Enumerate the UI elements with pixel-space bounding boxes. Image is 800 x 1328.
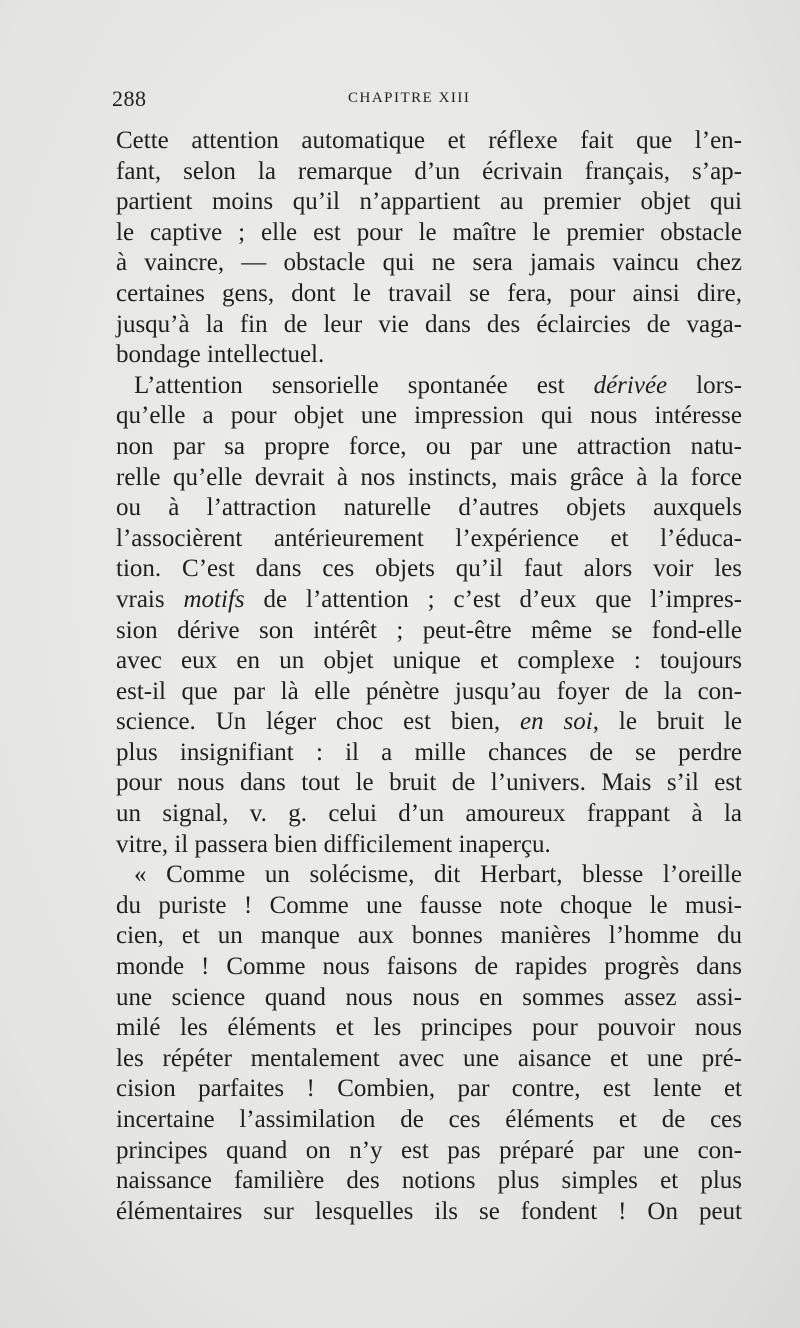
italic-text: en soi <box>520 708 593 736</box>
text-line: ou à l’attraction naturelle d’autres objets auxquels <box>116 494 742 522</box>
text-line: monde ! Comme nous faisons de rapides progrès dans <box>116 953 742 981</box>
text-line: relle qu’elle devrait à nos instincts, mais grâce à la force <box>116 463 742 491</box>
text-line: Cette attention automatique et réflexe fait que l’en- <box>116 127 742 154</box>
text-line: milé les éléments et les principes pour pouvoir nous <box>116 1014 742 1042</box>
text-segment: lors- <box>667 371 743 399</box>
page-header <box>112 86 744 114</box>
text-line: cision parfaites ! Combien, par contre, est lente et <box>116 1075 742 1103</box>
text-line: sion dérive son intérêt ; peut-être même se fond-elle <box>116 616 742 644</box>
text-line: certaines gens, dont le travail se fera, pour ainsi dire, <box>116 279 742 307</box>
text-line: cien, et un manque aux bonnes manières l’homme du <box>116 922 742 950</box>
text-segment: science. Un léger choc est bien, <box>116 708 521 736</box>
text-line: plus insignifiant : il a mille chances de se perdre <box>116 738 742 766</box>
paragraph <box>116 126 742 371</box>
text-line: à vaincre, — obstacle qui ne sera jamais vaincu chez <box>116 249 742 277</box>
italic-text: motifs <box>183 585 245 613</box>
paragraph <box>116 860 742 1227</box>
paragraph <box>116 371 742 861</box>
text-line: non par sa propre force, ou par une attraction natu- <box>116 432 742 460</box>
text-line: partient moins qu’il n’appartient au premier objet qui <box>116 188 742 216</box>
text-line: avec eux en un objet unique et complexe : toujours <box>116 647 742 675</box>
text-line <box>116 585 742 616</box>
text-line: est-il que par là elle pénètre jusqu’au foyer de la con- <box>116 677 742 705</box>
text-line: fant, selon la remarque d’un écrivain français, s’ap- <box>116 157 742 185</box>
text-line: un signal, v. g. celui d’un amoureux frappant à la <box>116 800 742 828</box>
text-line: élémentaires sur lesquelles ils se fondent ! On peut <box>116 1197 742 1225</box>
text-line <box>116 371 742 402</box>
text-line: principes quand on n’y est pas préparé par une con- <box>116 1136 742 1164</box>
text-line: pour nous dans tout le bruit de l’univers. Mais s’il est <box>116 769 742 797</box>
text-line: du puriste ! Comme une fausse note choque le musi- <box>116 891 742 919</box>
text-segment: , le bruit le <box>592 708 742 736</box>
body-text <box>116 126 742 1227</box>
text-line: « Comme un solécisme, dit Herbart, blesse l’oreille <box>134 861 742 889</box>
running-head: CHAPITRE XIII <box>348 90 471 106</box>
text-line: l’associèrent antérieurement l’expérience et l’éduca- <box>116 524 742 552</box>
text-line: tion. C’est dans ces objets qu’il faut alors voir les <box>116 555 742 583</box>
text-line: incertaine l’assimilation de ces éléments et de ces <box>116 1106 742 1133</box>
italic-text: dérivée <box>593 371 668 399</box>
text-line: naissance familière des notions plus simples et plus <box>116 1167 742 1195</box>
text-segment: de l’attention ; c’est d’eux que l’impres- <box>244 585 742 613</box>
text-segment: L’attention sensorielle spontanée est <box>134 371 594 399</box>
text-line <box>116 707 742 738</box>
text-segment: vrais <box>116 585 184 613</box>
text-line: le captive ; elle est pour le maître le premier obstacle <box>116 218 742 246</box>
page-number: 288 <box>112 86 147 111</box>
text-line: une science quand nous nous en sommes assez assi- <box>116 983 742 1011</box>
text-line: vitre, il passera bien difficilement inaperçu. <box>116 830 551 858</box>
text-line: jusqu’à la fin de leur vie dans des éclaircies de vaga- <box>116 310 742 338</box>
text-line: qu’elle a pour objet une impression qui nous intéresse <box>116 402 742 430</box>
text-line: les répéter mentalement avec une aisance et une pré- <box>116 1044 742 1072</box>
text-line: bondage intellectuel. <box>116 341 325 369</box>
